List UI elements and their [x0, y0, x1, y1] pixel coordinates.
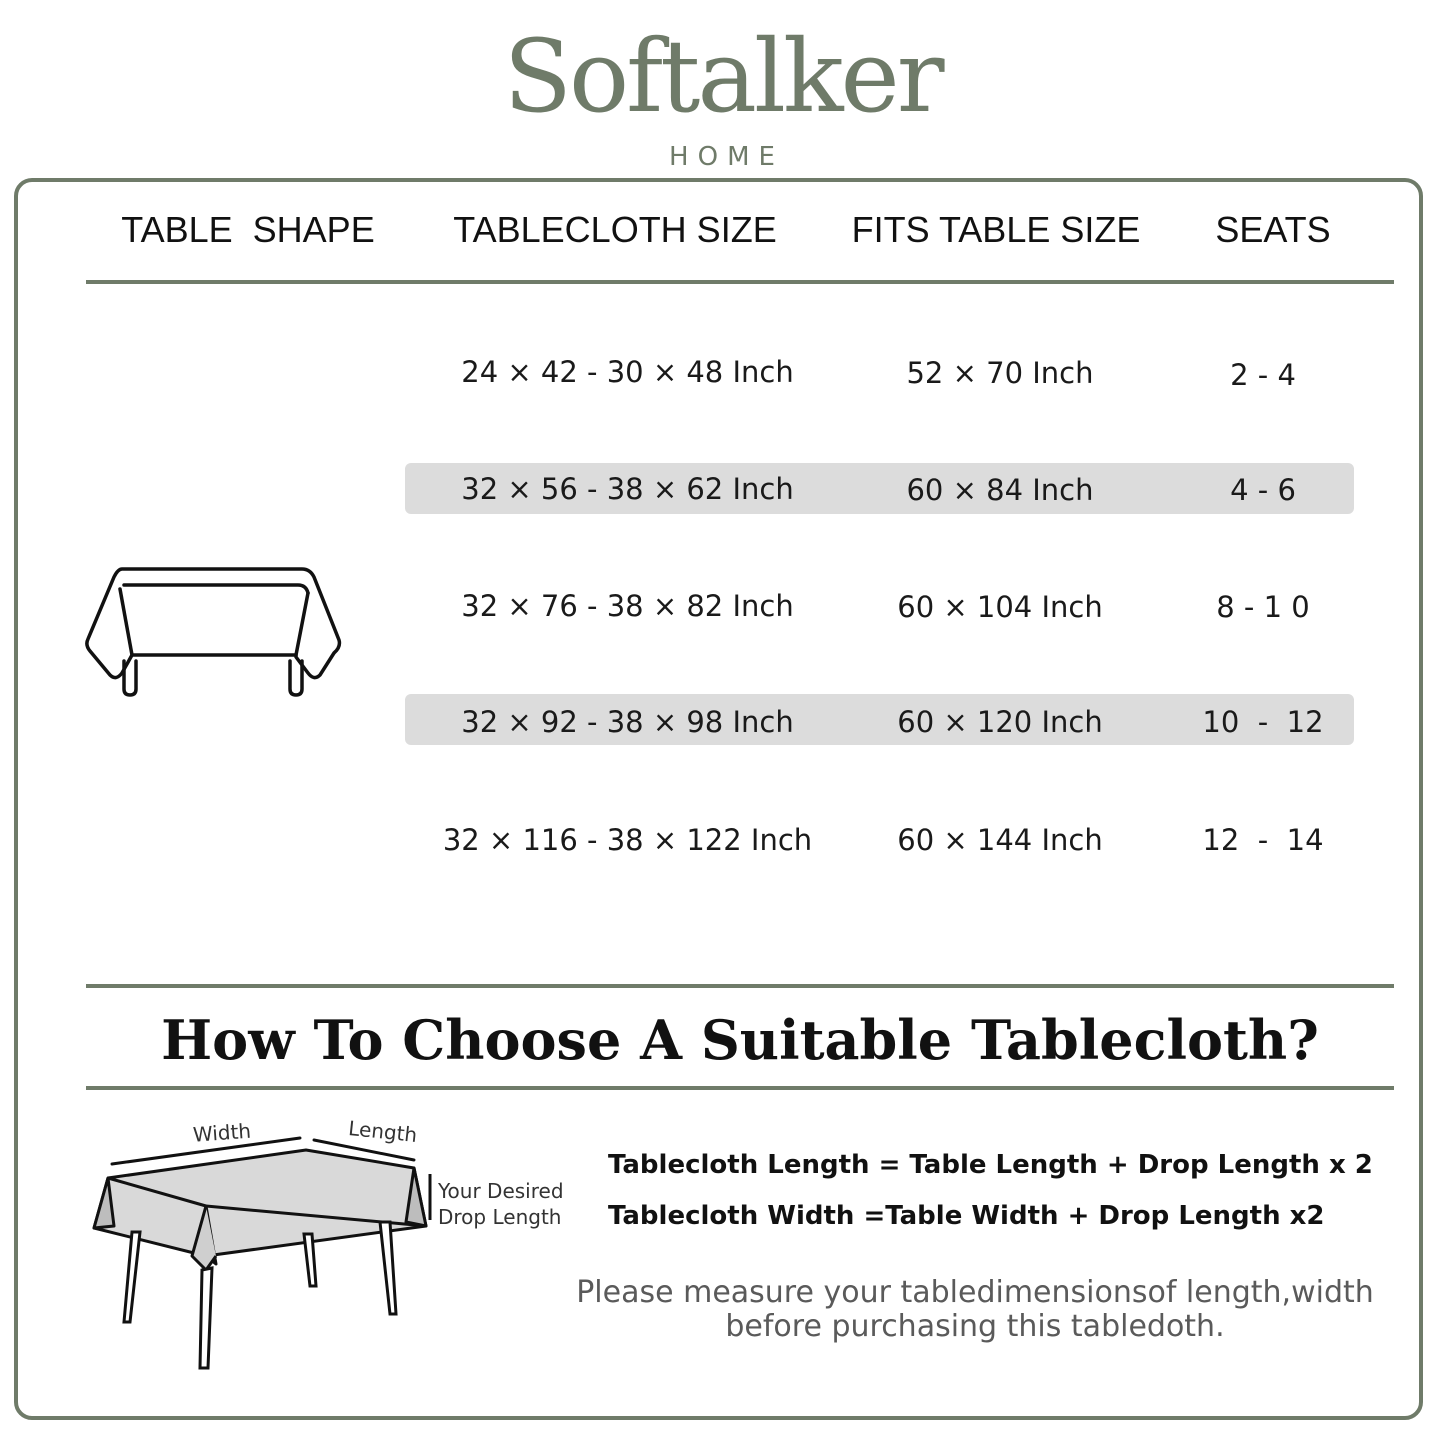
cell-seats: 10 - 12	[1202, 705, 1324, 739]
brand-subtitle: HOME	[669, 142, 784, 172]
formula-width: Tablecloth Width =Table Width + Drop Length x2	[608, 1201, 1325, 1231]
header-divider	[86, 280, 1394, 284]
cell-seats: 4 - 6	[1230, 473, 1296, 507]
header-table-shape: TABLE SHAPE	[121, 209, 375, 250]
header-seats: SEATS	[1215, 209, 1331, 250]
tablecloth-measure-diagram	[88, 1110, 568, 1380]
drop-label-line2: Drop Length	[438, 1205, 562, 1229]
measure-note	[560, 1276, 1390, 1344]
section-divider-bottom	[86, 1086, 1394, 1090]
cell-tablecloth-size: 24 × 42 - 30 × 48 Inch	[461, 355, 794, 389]
cell-fits-size: 60 × 84 Inch	[906, 473, 1094, 507]
measure-note-line2: before purchasing this tabledoth.	[725, 1309, 1225, 1344]
cell-tablecloth-size: 32 × 56 - 38 × 62 Inch	[461, 472, 794, 506]
section-divider-top	[86, 984, 1394, 988]
cell-tablecloth-size: 32 × 92 - 38 × 98 Inch	[461, 705, 794, 739]
header-fits-table-size: FITS TABLE SIZE	[851, 209, 1141, 250]
rectangular-table-icon	[84, 565, 346, 700]
cell-fits-size: 60 × 144 Inch	[897, 823, 1103, 857]
measure-note-line1: Please measure your tabledimensionsof length,width	[576, 1275, 1374, 1310]
drop-label-line1: Your Desired	[438, 1179, 564, 1203]
cell-seats: 2 - 4	[1230, 358, 1296, 392]
cell-fits-size: 60 × 104 Inch	[897, 590, 1103, 624]
header-tablecloth-size: TABLECLOTH SIZE	[453, 209, 777, 250]
length-label: Length	[347, 1115, 419, 1148]
width-label: Width	[192, 1118, 252, 1147]
cell-tablecloth-size: 32 × 116 - 38 × 122 Inch	[442, 823, 813, 857]
formula-length: Tablecloth Length = Table Length + Drop Length x 2	[608, 1150, 1373, 1180]
cell-seats: 8 - 1 0	[1216, 590, 1310, 624]
cell-fits-size: 52 × 70 Inch	[906, 356, 1094, 390]
cell-tablecloth-size: 32 × 76 - 38 × 82 Inch	[461, 589, 794, 623]
guide-title: How To Choose A Suitable Tablecloth?	[161, 1008, 1319, 1072]
cell-fits-size: 60 × 120 Inch	[897, 705, 1103, 739]
cell-seats: 12 - 14	[1202, 823, 1324, 857]
brand-logo: Softalker	[503, 18, 942, 135]
